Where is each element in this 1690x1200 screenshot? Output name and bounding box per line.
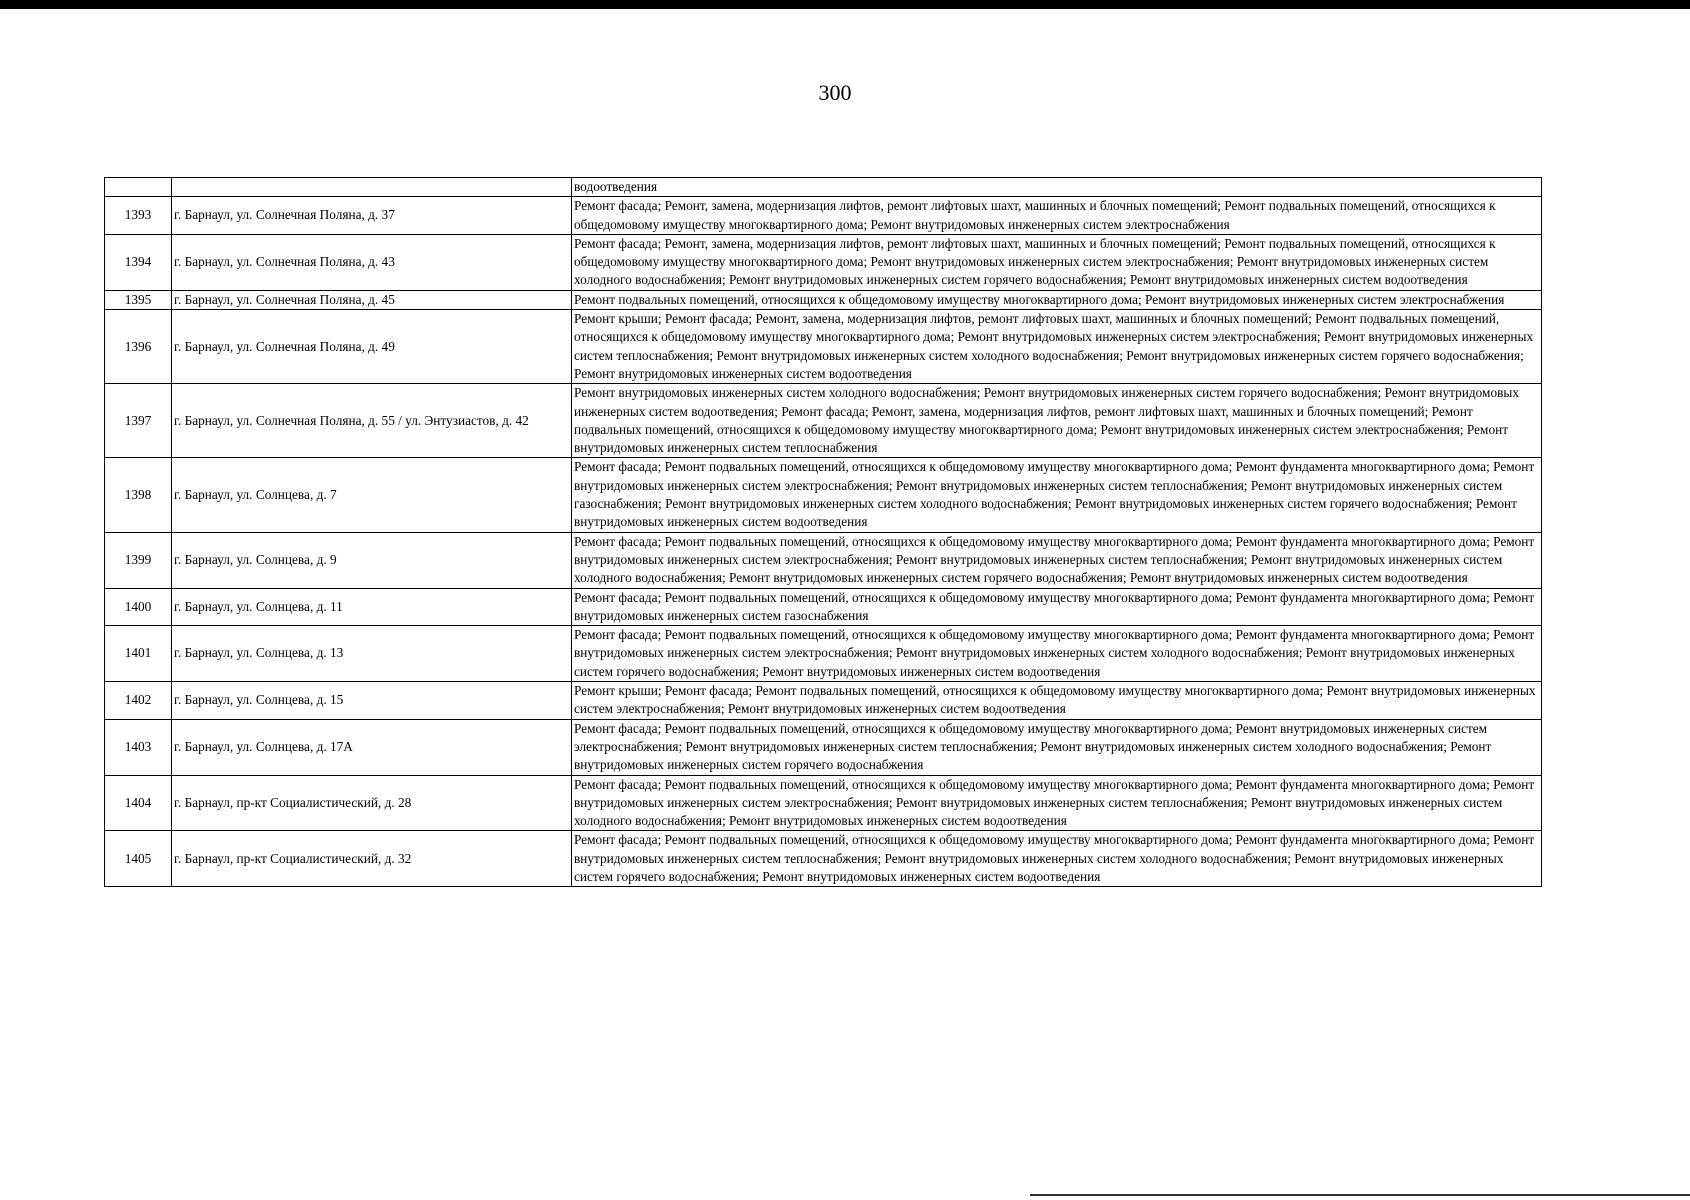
- works-cell: Ремонт фасада; Ремонт подвальных помещений, относящихся к общедомовому имуществу многоквартирного дома; Ремонт фундамента многоквартирного дома; Ремонт внутридомовых инженерных систем электроснабжения; Ремонт внутридомовых инженерных систем теплоснабжения; Ремонт внутридомовых инженерных систем газоснабжения; Ремонт внутридомовых инженерных систем холодного водоснабжения; Ремонт внутридомовых инженерных систем горячего водоснабжения; Ремонт внутридомовых инженерных систем водоотведения: [572, 458, 1542, 532]
- works-cell: Ремонт фасада; Ремонт подвальных помещений, относящихся к общедомовому имуществу многоквартирного дома; Ремонт фундамента многоквартирного дома; Ремонт внутридомовых инженерных систем электроснабжения; Ремонт внутридомовых инженерных систем холодного водоснабжения; Ремонт внутридомовых инженерных систем горячего водоснабжения; Ремонт внутридомовых инженерных систем водоотведения: [572, 626, 1542, 682]
- scan-top-border: [0, 0, 1690, 9]
- row-number-cell: 1398: [105, 458, 172, 532]
- table-row: [105, 719, 1542, 775]
- table-row: [105, 384, 1542, 458]
- works-cell: Ремонт внутридомовых инженерных систем холодного водоснабжения; Ремонт внутридомовых инженерных систем горячего водоснабжения; Ремонт внутридомовых инженерных систем водоотведения; Ремонт фасада; Ремонт, замена, модернизация лифтов, ремонт лифтовых шахт, машинных и блочных помещений; Ремонт подвальных помещений, относящихся к общедомовому имуществу многоквартирного дома; Ремонт внутридомовых инженерных систем электроснабжения; Ремонт внутридомовых инженерных систем теплоснабжения: [572, 384, 1542, 458]
- works-cell: Ремонт крыши; Ремонт фасада; Ремонт подвальных помещений, относящихся к общедомовому имуществу многоквартирного дома; Ремонт внутридомовых инженерных систем электроснабжения; Ремонт внутридомовых инженерных систем водоотведения: [572, 682, 1542, 720]
- address-cell: г. Барнаул, ул. Солнечная Поляна, д. 45: [172, 290, 572, 309]
- address-cell: г. Барнаул, ул. Солнечная Поляна, д. 43: [172, 234, 572, 290]
- row-number-cell: 1400: [105, 588, 172, 626]
- table-row: [105, 197, 1542, 235]
- works-cell: водоотведения: [572, 178, 1542, 197]
- works-cell: Ремонт фасада; Ремонт подвальных помещений, относящихся к общедомовому имуществу многоквартирного дома; Ремонт фундамента многоквартирного дома; Ремонт внутридомовых инженерных систем электроснабжения; Ремонт внутридомовых инженерных систем теплоснабжения; Ремонт внутридомовых инженерных систем холодного водоснабжения; Ремонт внутридомовых инженерных систем горячего водоснабжения; Ремонт внутридомовых инженерных систем водоотведения: [572, 532, 1542, 588]
- row-number-cell: 1402: [105, 682, 172, 720]
- address-cell: [172, 178, 572, 197]
- repair-registry-table: [104, 177, 1542, 887]
- address-cell: г. Барнаул, ул. Солнцева, д. 7: [172, 458, 572, 532]
- works-cell: Ремонт фасада; Ремонт, замена, модернизация лифтов, ремонт лифтовых шахт, машинных и блочных помещений; Ремонт подвальных помещений, относящихся к общедомовому имуществу многоквартирного дома; Ремонт внутридомовых инженерных систем электроснабжения: [572, 197, 1542, 235]
- address-cell: г. Барнаул, пр-кт Социалистический, д. 32: [172, 831, 572, 887]
- table-row: [105, 310, 1542, 384]
- row-number-cell: 1394: [105, 234, 172, 290]
- continuation-row: [105, 178, 1542, 197]
- table-row: [105, 588, 1542, 626]
- row-number-cell: [105, 178, 172, 197]
- table-row: [105, 234, 1542, 290]
- table-row: [105, 458, 1542, 532]
- row-number-cell: 1395: [105, 290, 172, 309]
- address-cell: г. Барнаул, ул. Солнцева, д. 17А: [172, 719, 572, 775]
- table-row: [105, 532, 1542, 588]
- row-number-cell: 1396: [105, 310, 172, 384]
- address-cell: г. Барнаул, ул. Солнцева, д. 11: [172, 588, 572, 626]
- row-number-cell: 1405: [105, 831, 172, 887]
- works-cell: Ремонт крыши; Ремонт фасада; Ремонт, замена, модернизация лифтов, ремонт лифтовых шахт, машинных и блочных помещений; Ремонт подвальных помещений, относящихся к общедомовому имуществу многоквартирного дома; Ремонт внутридомовых инженерных систем электроснабжения; Ремонт внутридомовых инженерных систем теплоснабжения; Ремонт внутридомовых инженерных систем холодного водоснабжения; Ремонт внутридомовых инженерных систем горячего водоснабжения; Ремонт внутридомовых инженерных систем водоотведения: [572, 310, 1542, 384]
- address-cell: г. Барнаул, ул. Солнечная Поляна, д. 55 / ул. Энтузиастов, д. 42: [172, 384, 572, 458]
- works-cell: Ремонт фасада; Ремонт подвальных помещений, относящихся к общедомовому имуществу многоквартирного дома; Ремонт внутридомовых инженерных систем электроснабжения; Ремонт внутридомовых инженерных систем теплоснабжения; Ремонт внутридомовых инженерных систем холодного водоснабжения; Ремонт внутридомовых инженерных систем горячего водоснабжения: [572, 719, 1542, 775]
- works-cell: Ремонт фасада; Ремонт подвальных помещений, относящихся к общедомовому имуществу многоквартирного дома; Ремонт фундамента многоквартирного дома; Ремонт внутридомовых инженерных систем электроснабжения; Ремонт внутридомовых инженерных систем теплоснабжения; Ремонт внутридомовых инженерных систем холодного водоснабжения; Ремонт внутридомовых инженерных систем водоотведения: [572, 775, 1542, 831]
- address-cell: г. Барнаул, ул. Солнечная Поляна, д. 37: [172, 197, 572, 235]
- table-row: [105, 831, 1542, 887]
- row-number-cell: 1404: [105, 775, 172, 831]
- address-cell: г. Барнаул, ул. Солнечная Поляна, д. 49: [172, 310, 572, 384]
- address-cell: г. Барнаул, ул. Солнцева, д. 13: [172, 626, 572, 682]
- table-row: [105, 290, 1542, 309]
- address-cell: г. Барнаул, ул. Солнцева, д. 15: [172, 682, 572, 720]
- address-cell: г. Барнаул, пр-кт Социалистический, д. 28: [172, 775, 572, 831]
- row-number-cell: 1399: [105, 532, 172, 588]
- works-cell: Ремонт фасада; Ремонт подвальных помещений, относящихся к общедомовому имуществу многоквартирного дома; Ремонт фундамента многоквартирного дома; Ремонт внутридомовых инженерных систем теплоснабжения; Ремонт внутридомовых инженерных систем холодного водоснабжения; Ремонт внутридомовых инженерных систем горячего водоснабжения; Ремонт внутридомовых инженерных систем водоотведения: [572, 831, 1542, 887]
- row-number-cell: 1403: [105, 719, 172, 775]
- table-row: [105, 775, 1542, 831]
- works-cell: Ремонт фасада; Ремонт, замена, модернизация лифтов, ремонт лифтовых шахт, машинных и блочных помещений; Ремонт подвальных помещений, относящихся к общедомовому имуществу многоквартирного дома; Ремонт внутридомовых инженерных систем электроснабжения; Ремонт внутридомовых инженерных систем холодного водоснабжения; Ремонт внутридомовых инженерных систем горячего водоснабжения; Ремонт внутридомовых инженерных систем водоотведения: [572, 234, 1542, 290]
- row-number-cell: 1397: [105, 384, 172, 458]
- table-row: [105, 682, 1542, 720]
- page-number: 300: [818, 80, 852, 105]
- scan-bottom-line: [1030, 1194, 1690, 1196]
- row-number-cell: 1401: [105, 626, 172, 682]
- works-cell: Ремонт фасада; Ремонт подвальных помещений, относящихся к общедомовому имуществу многоквартирного дома; Ремонт фундамента многоквартирного дома; Ремонт внутридомовых инженерных систем газоснабжения: [572, 588, 1542, 626]
- table-row: [105, 626, 1542, 682]
- address-cell: г. Барнаул, ул. Солнцева, д. 9: [172, 532, 572, 588]
- works-cell: Ремонт подвальных помещений, относящихся к общедомовому имуществу многоквартирного дома; Ремонт внутридомовых инженерных систем электроснабжения: [572, 290, 1542, 309]
- row-number-cell: 1393: [105, 197, 172, 235]
